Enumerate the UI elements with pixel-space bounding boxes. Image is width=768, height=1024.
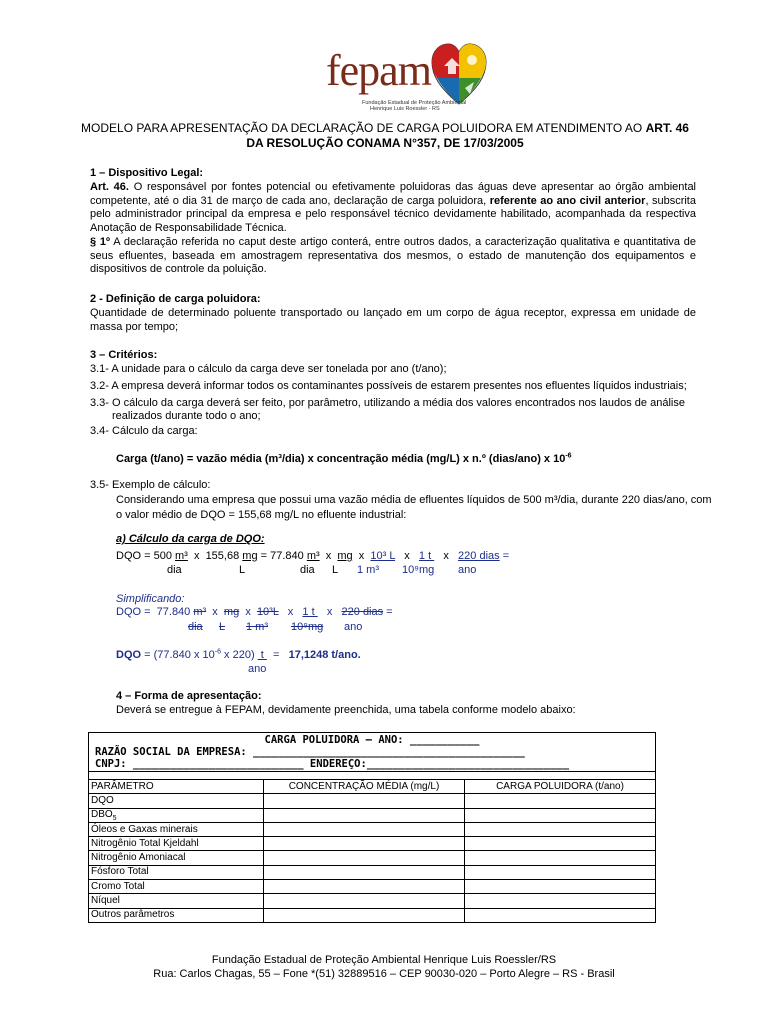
simplify-line: DQO = 77.840 m³ x mg x 10³L x 1 t x 220 dias = — [116, 606, 393, 618]
simplify-title: Simplificando: — [116, 593, 185, 605]
input-cell[interactable] — [465, 808, 656, 822]
form-header — [89, 733, 656, 772]
input-cell[interactable] — [264, 865, 465, 879]
param-ntk: Nitrogênio Total Kjeldahl — [89, 837, 264, 851]
input-cell[interactable] — [465, 865, 656, 879]
param-amoniacal: Nitrogênio Amoniacal — [89, 851, 264, 865]
page-footer — [60, 953, 708, 981]
simplify-den-1: dia — [188, 621, 203, 633]
simplify-den-3: 1 m³ — [246, 621, 268, 633]
pollution-load-form — [88, 732, 656, 923]
footer-line-2: Rua: Carlos Chagas, 55 – Fone *(51) 32889516 – CEP 90030-020 – Porto Alegre – RS - Brasil — [153, 968, 615, 980]
calc-den-5: 1 m³ — [357, 564, 379, 576]
example-text-2: o valor médio de DQO = 155,68 mg/L no efluente industrial: — [116, 509, 407, 521]
param-dqo: DQO — [89, 794, 264, 808]
criterion-3-4: 3.4- Cálculo da carga: — [90, 425, 198, 437]
document-title: MODELO PARA APRESENTAÇÃO DA DECLARAÇÃO DE CARGA POLUIDORA EM ATENDIMENTO AO ART. 46 DA RESOLUÇÃO CONAMA N°357, DE 17/03/2005 — [81, 121, 689, 150]
input-cell[interactable] — [465, 894, 656, 908]
input-cell[interactable] — [264, 880, 465, 894]
param-cromo: Cromo Total — [89, 880, 264, 894]
table-row — [89, 822, 656, 836]
col-concentracao: CONCENTRAÇÃO MÉDIA (mg/L) — [264, 780, 465, 794]
fepam-logo — [326, 40, 486, 118]
input-cell[interactable] — [465, 880, 656, 894]
simplify-den-5: ano — [344, 621, 363, 633]
dqo-result: DQO = (77.840 x $10^{-6}$ x 220) t = 17,1248 t/ano. — [116, 648, 361, 661]
criterion-3-2: 3.2- A empresa deverá informar todos os contaminantes possíveis de estarem presentes nos efluentes líquidos industriais; — [90, 380, 687, 392]
table-row — [89, 865, 656, 879]
input-cell[interactable] — [264, 908, 465, 922]
input-cell[interactable] — [264, 808, 465, 822]
simplify-den-2: L — [219, 621, 226, 633]
table-row — [89, 880, 656, 894]
load-formula: Carga (t/ano) = vazão média (m³/dia) x concentração média (mg/L) x n.º (dias/ano) x $10^{-6}$ — [116, 452, 572, 465]
simplify-den-4: 10⁹mg — [291, 621, 324, 633]
table-row — [89, 851, 656, 865]
calc-line-1: DQO = 500 m³ x 155,68 mg = 77.840 m³ x mg x 10³ L x 1 t x 220 dias = — [116, 550, 510, 562]
input-cell[interactable] — [264, 851, 465, 865]
section-2-heading: 2 - Definição de carga poluidora: — [90, 293, 261, 305]
param-outros: Outros parâmetros — [89, 908, 264, 922]
form-company-line[interactable]: RAZÃO SOCIAL DA EMPRESA: ___________________________________________ — [95, 746, 525, 758]
heart-emblem-icon — [430, 42, 488, 106]
calc-den-7: ano — [458, 564, 477, 576]
param-fosforo: Fósforo Total — [89, 865, 264, 879]
param-niquel: Níquel — [89, 894, 264, 908]
table-row — [89, 837, 656, 851]
col-parametro: PARÂMETRO — [89, 780, 264, 794]
form-year-line[interactable]: CARGA POLUIDORA – ANO: ___________ — [264, 734, 480, 746]
criterion-3-1: 3.1- A unidade para o cálculo da carga deve ser tonelada por ano (t/ano); — [90, 363, 447, 375]
section-1-paragraph: § 1º A declaração referida no caput deste artigo conterá, entre outros dados, a caracterização qualitativa e quantitativa de seus efluentes, baseada em amostragem representativa dos mesmos, o estado de manutenção dos equipamentos e dispositivos de controle da poluição. — [90, 236, 696, 275]
input-cell[interactable] — [465, 908, 656, 922]
param-dbo5: $DBO_5$ — [89, 808, 264, 822]
criterion-3-3: 3.3- O cálculo da carga deverá ser feito, por parâmetro, utilizando a média dos valores encontrados nos laudos de análise — [90, 397, 685, 409]
section-2-text: Quantidade de determinado poluente transportado ou lançado em um corpo de água receptor, expressa em unidade de massa por tempo; — [90, 307, 696, 333]
section-4-heading: 4 – Forma de apresentação: — [116, 690, 262, 702]
calc-den-3: dia — [300, 564, 315, 576]
table-row — [89, 794, 656, 808]
table-row — [89, 808, 656, 822]
input-cell[interactable] — [264, 794, 465, 808]
calc-den-1: dia — [167, 564, 182, 576]
input-cell[interactable] — [264, 837, 465, 851]
section-1-article: Art. 46. O responsável por fontes potencial ou efetivamente poluidoras das águas deve apresentar ao órgão ambiental competente, até o dia 31 de março de cada ano, declaração de carga poluidora, referente ao ano civil anterior, subscrita pelo administrador principal da empresa e pelo responsável técnico devidamente habilitado, acompanhada da respectiva Anotação de Responsabilidade Técnica. — [90, 181, 697, 234]
logo-subtitle: Fundação Estadual de Proteção Ambiental Henrique Luis Roessler - RS — [362, 100, 467, 112]
section-1-heading: 1 – Dispositivo Legal: — [90, 167, 204, 179]
calc-a-title: a) Cálculo da carga de DQO: — [116, 533, 265, 545]
form-cnpj-address-line[interactable]: CNPJ: ___________________________ ENDEREÇO:________________________________ — [95, 758, 570, 770]
criterion-3-3-cont: realizados durante todo o ano; — [112, 410, 261, 422]
calc-den-6: 10⁹mg — [402, 564, 435, 576]
section-3-heading: 3 – Critérios: — [90, 349, 158, 361]
col-carga: CARGA POLUIDORA (t/ano) — [465, 780, 656, 794]
input-cell[interactable] — [264, 894, 465, 908]
table-row — [89, 894, 656, 908]
calc-den-2: L — [239, 564, 246, 576]
input-cell[interactable] — [465, 851, 656, 865]
section-4-text: Deverá se entregue à FEPAM, devidamente preenchida, uma tabela conforme modelo abaixo: — [116, 704, 576, 716]
example-text-1: Considerando uma empresa que possui uma vazão média de efluentes líquidos de 500 m³/dia, durante 220 dias/ano, com — [116, 494, 712, 506]
param-oleos: Óleos e Gaxas minerais — [89, 822, 264, 836]
input-cell[interactable] — [264, 822, 465, 836]
form-column-headers — [89, 780, 656, 794]
calc-den-4: L — [332, 564, 339, 576]
footer-line-1: Fundação Estadual de Proteção Ambiental Henrique Luis Roessler/RS — [211, 954, 557, 966]
logo-wordmark: fepam — [326, 46, 431, 95]
criterion-3-5: 3.5- Exemplo de cálculo: — [90, 479, 211, 491]
input-cell[interactable] — [465, 822, 656, 836]
dqo-result-den: ano — [248, 663, 267, 675]
input-cell[interactable] — [465, 837, 656, 851]
input-cell[interactable] — [465, 794, 656, 808]
table-row — [89, 908, 656, 922]
